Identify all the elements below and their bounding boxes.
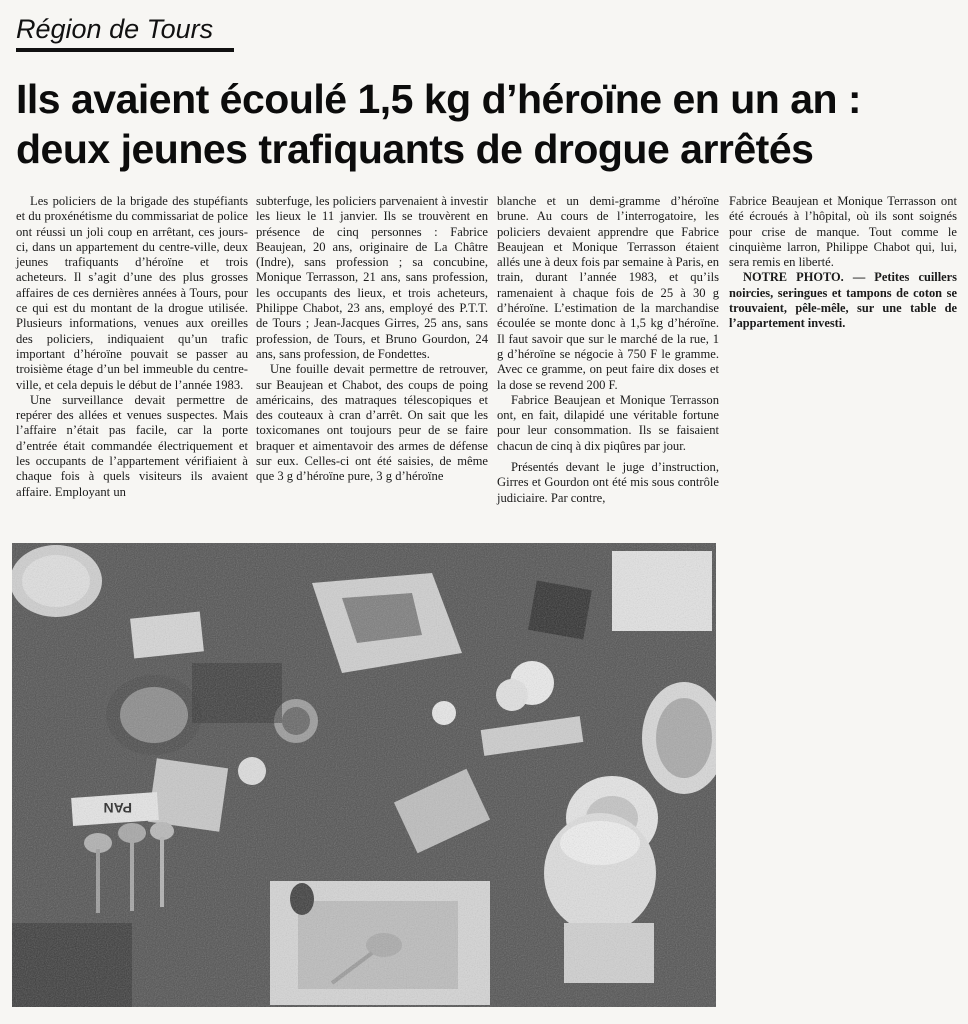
article-paragraph: Une surveillance devait permettre de repérer des allées et venues suspectes. Mais l’affaire n’était pas facile, car la porte d’entrée était commandée électriquement et les occupants de l’appartement vérifiaient à chaque fois à quels visiteurs ils avaient affaire. Employant un <box>16 392 248 499</box>
news-photo <box>12 543 716 1007</box>
article-column-1 <box>16 194 248 500</box>
article-paragraph: Fabrice Beaujean et Monique Terrasson ont, en fait, dilapidé une véritable fortune pour leur consommation. Ils se faisaient chacun de cinq à dix piqûres par jour. <box>497 392 719 453</box>
headline-line-2: deux jeunes trafiquants de drogue arrêtés <box>16 126 814 172</box>
photo-caption: NOTRE PHOTO. — Petites cuillers noircies, seringues et tampons de coton se trouvaient, pêle-mêle, sur une table de l’appartement investi. <box>729 270 957 331</box>
photo-seized-items-icon <box>12 543 716 1007</box>
section-label: Région de Tours <box>16 12 234 52</box>
headline-line-1: Ils avaient écoulé 1,5 kg d’héroïne en un an : <box>16 76 862 122</box>
article-paragraph: Présentés devant le juge d’instruction, Girres et Gourdon ont été mis sous contrôle judiciaire. Par contre, <box>497 460 719 505</box>
article-paragraph: Les policiers de la brigade des stupéfiants et du proxénétisme du commissariat de police ont réussi un joli coup en arrêtant, ces jours-ci, dans un appartement du centre-ville, deux jeunes trafiquants d’héroïne et trois acheteurs. Il s’agit d’une des plus grosses affaires de ces dernières années à Tours, pour ce qui est du montant de la drogue utilisée. Plusieurs informations, venues aux oreilles des policiers, indiquaient qu’un trafic important d’héroïne pouvait se passer au troisième étage d’un bel immeuble du centre-ville, et cela depuis le début de l’année 1983. <box>16 194 248 392</box>
headline <box>16 74 956 174</box>
article-paragraph: Une fouille devait permettre de retrouver, sur Beaujean et Chabot, des coups de poing américains, des matraques télescopiques et des couteaux à cran d’arrêt. On sait que les toxicomanes ont toujours peur de se faire braquer et aimentavoir des armes de défense sur eux. Celles-ci ont été saisies, de même que 3 g d’héroïne pure, 3 g d’héroïne <box>256 362 488 484</box>
article-paragraph: subterfuge, les policiers parvenaient à investir les lieux le 11 janvier. Ils se trouvèrent en présence de cinq personnes : Fabrice Beaujean, 20 ans, originaire de La Châtre (Indre), sans profession ; sa concubine, Monique Terrasson, 21 ans, sans profession, les occupants des lieux, et trois acheteurs, Philippe Chabot, 23 ans, employé des P.T.T. de Tours ; Jean-Jacques Girres, 25 ans, sans profession, de Tours, et Bruno Gourdon, 24 ans, sans profession, de Fondettes. <box>256 194 488 361</box>
article-paragraph: blanche et un demi-gramme d’héroïne brune. Au cours de l’interrogatoire, les policiers devaient apprendre que Fabrice Beaujean et Monique Terrasson étaient allés une à deux fois par semaine à Paris, en train, durant l’année 1983, et qu’ils ramenaient à chaque fois de 25 à 30 g d’héroïne. L’estimation de la marchandise écoulée se monte donc à 1,5 kg d’héroïne. Il faut savoir que sur le marché de la rue, 1 g d’héroïne se négocie à 750 F le gramme. Avec ce gramme, on peut faire dix doses et la dose se revend 200 F. <box>497 194 719 392</box>
article-column-3 <box>497 194 719 506</box>
article-paragraph: Fabrice Beaujean et Monique Terrasson ont été écroués à l’hôpital, où ils sont soignés pour crise de manque. Tout comme le cinquième larron, Philippe Chabot qui, lui, sera remis en liberté. <box>729 194 957 270</box>
article-column-4 <box>729 194 957 332</box>
article-column-2 <box>256 194 488 485</box>
